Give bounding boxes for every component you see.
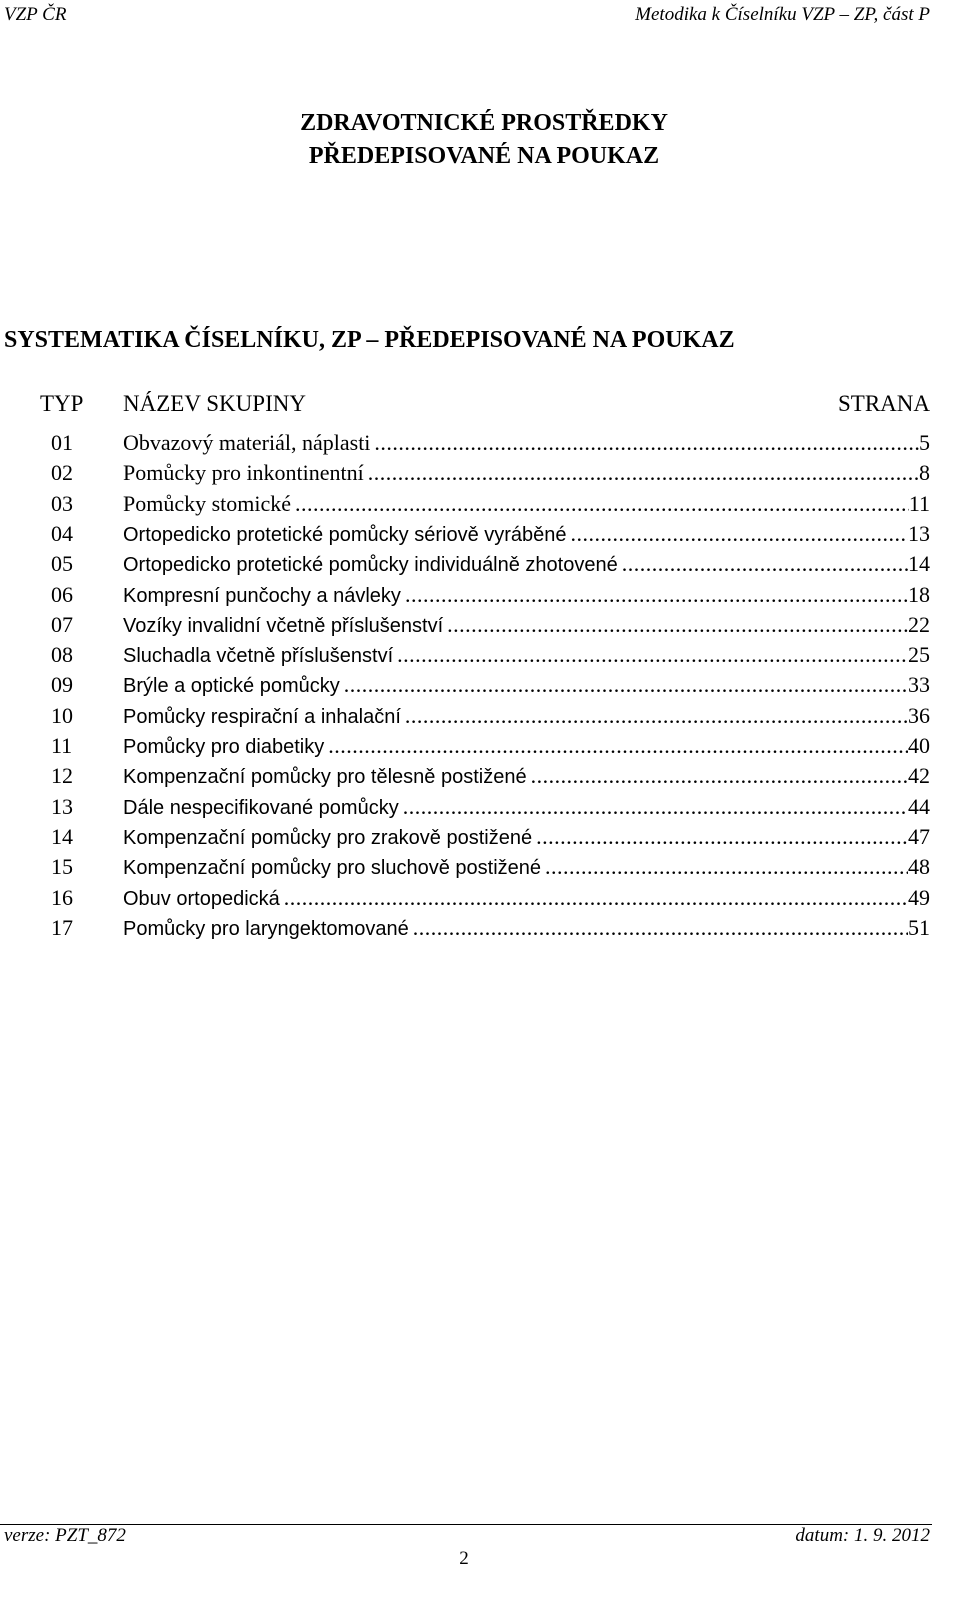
toc-row-leader-dots — [324, 731, 908, 761]
toc-row-page: 36 — [908, 702, 930, 728]
toc-row-number: 07 — [51, 611, 73, 637]
toc-row-leader-dots — [527, 761, 908, 791]
toc-row — [0, 761, 960, 791]
toc-row-number: 05 — [51, 551, 73, 577]
toc-row — [0, 852, 960, 882]
toc-row-leader-dots — [280, 883, 908, 913]
toc-row-entry — [123, 519, 930, 550]
toc-row-name: Kompenzační pomůcky pro tělesně postižené — [123, 766, 527, 789]
toc-row-page: 5 — [919, 430, 930, 455]
toc-row-page: 48 — [908, 854, 930, 880]
toc-row-leader-dots — [364, 458, 919, 488]
toc-row-entry — [123, 549, 930, 580]
toc-row-number: 06 — [51, 581, 73, 607]
toc-row-leader-dots — [291, 489, 909, 519]
toc-row-page: 25 — [908, 642, 930, 668]
header-right: Metodika k Číselníku VZP – ZP, část P — [635, 4, 930, 25]
toc-row-page: 11 — [908, 490, 930, 516]
toc-row-name: Ortopedicko protetické pomůcky sériově vyráběné — [123, 523, 567, 546]
toc-row-number: 04 — [51, 520, 73, 546]
toc-row — [0, 489, 960, 519]
toc-row-name: Ortopedicko protetické pomůcky individuálně zhotovené — [123, 554, 618, 577]
toc-row-entry — [123, 458, 930, 488]
toc-row-number: 17 — [51, 914, 73, 940]
toc-row-entry — [123, 670, 930, 701]
toc-row-leader-dots — [370, 428, 919, 458]
toc-row-name: Pomůcky pro laryngektomované — [123, 917, 409, 940]
toc-row-page: 44 — [908, 793, 930, 819]
toc-row-name: Kompenzační pomůcky pro zrakově postižené — [123, 826, 533, 849]
toc-row — [0, 428, 960, 458]
section-title: SYSTEMATIKA ČÍSELNÍKU, ZP – PŘEDEPISOVANÉ NA POUKAZ — [4, 327, 735, 353]
toc-row-page: 8 — [919, 460, 930, 486]
toc-header-typ: TYP — [40, 391, 84, 416]
toc-row-number: 02 — [51, 460, 73, 486]
toc-row-name: Sluchadla včetně příslušenství — [123, 645, 394, 668]
toc-row-page: 40 — [908, 733, 930, 758]
toc-row-name: Obuv ortopedická — [123, 887, 280, 910]
toc-row — [0, 701, 960, 731]
toc-header-name: NÁZEV SKUPINY — [123, 391, 306, 416]
toc-row-leader-dots — [541, 852, 908, 882]
toc-row-entry — [123, 428, 930, 458]
toc-row-entry — [123, 489, 930, 519]
toc-row-leader-dots — [340, 670, 908, 700]
toc-row-leader-dots — [401, 580, 908, 610]
toc-row-number: 14 — [51, 823, 73, 849]
header-left: VZP ČR — [4, 4, 67, 25]
toc-row-number: 12 — [51, 763, 73, 789]
toc-row-entry — [123, 610, 930, 641]
toc-row-page: 47 — [908, 823, 930, 849]
toc-row-leader-dots — [409, 913, 908, 943]
toc-row-name: Pomůcky respirační a inhalační — [123, 705, 401, 728]
toc-row-page: 51 — [908, 914, 930, 940]
toc-row-entry — [123, 883, 930, 914]
toc-row — [0, 792, 960, 822]
toc-row-name: Vozíky invalidní včetně příslušenství — [123, 614, 444, 637]
toc-row-leader-dots — [393, 640, 908, 670]
toc-row — [0, 640, 960, 670]
toc-row-entry — [123, 822, 930, 853]
toc-row — [0, 580, 960, 610]
page-number: 2 — [459, 1548, 469, 1569]
toc-row-page: 14 — [908, 551, 930, 577]
toc-row-name: Pomůcky pro inkontinentní — [123, 460, 364, 486]
toc-row-leader-dots — [401, 701, 908, 731]
toc-row-number: 03 — [51, 490, 73, 516]
toc-row-name: Kompresní punčochy a návleky — [123, 584, 401, 607]
toc-row-page: 18 — [908, 581, 930, 607]
toc-row-leader-dots — [399, 792, 908, 822]
toc-row — [0, 458, 960, 488]
toc-row-entry — [123, 640, 930, 671]
toc-row-name: Dále nespecifikované pomůcky — [123, 796, 399, 819]
toc-row-entry — [123, 761, 930, 792]
toc-row — [0, 519, 960, 549]
toc-row-name: Pomůcky stomické — [123, 490, 292, 516]
toc-row-page: 13 — [908, 520, 930, 546]
document-title-line-1: ZDRAVOTNICKÉ PROSTŘEDKY — [300, 110, 668, 136]
toc-row-leader-dots — [618, 549, 908, 579]
toc-row-leader-dots — [443, 610, 908, 640]
toc-row — [0, 822, 960, 852]
toc-row-number: 09 — [51, 672, 73, 698]
document-title-line-2: PŘEDEPISOVANÉ NA POUKAZ — [308, 143, 660, 169]
toc-row-page: 42 — [908, 763, 930, 789]
toc-row-entry — [123, 701, 930, 732]
toc-row-leader-dots — [567, 519, 908, 549]
toc-row — [0, 731, 960, 761]
toc-row-number: 10 — [51, 702, 73, 728]
toc-row-entry — [123, 792, 930, 823]
toc-row-page: 33 — [908, 672, 930, 698]
toc-row-entry — [123, 913, 930, 944]
toc-row — [0, 913, 960, 943]
toc-row-page: 22 — [908, 611, 930, 637]
toc-row-number: 13 — [51, 793, 73, 819]
toc-header — [0, 391, 960, 422]
footer-date: datum: 1. 9. 2012 — [795, 1525, 930, 1546]
toc-row — [0, 549, 960, 579]
toc-row-number: 15 — [51, 854, 73, 880]
toc-row-number: 01 — [51, 430, 73, 455]
toc-row — [0, 670, 960, 700]
toc-row — [0, 883, 960, 913]
toc-row-entry — [123, 852, 930, 883]
toc-row-number: 11 — [51, 733, 73, 758]
toc-row-name: Obvazový materiál, náplasti — [123, 430, 371, 455]
footer-divider — [0, 1524, 932, 1525]
toc-row-number: 16 — [51, 884, 73, 910]
toc-row-name: Kompenzační pomůcky pro sluchově postižené — [123, 857, 542, 880]
toc-row-entry — [123, 731, 930, 762]
toc-row-name: Pomůcky pro diabetiky — [123, 736, 325, 758]
toc-row-entry — [123, 580, 930, 611]
toc-row — [0, 610, 960, 640]
toc-row-name: Brýle a optické pomůcky — [123, 675, 340, 698]
toc-row-number: 08 — [51, 642, 73, 668]
toc-row-leader-dots — [532, 822, 908, 852]
toc-row-page: 49 — [908, 884, 930, 910]
footer-version: verze: PZT_872 — [4, 1525, 126, 1546]
toc-header-page: STRANA — [837, 391, 930, 416]
